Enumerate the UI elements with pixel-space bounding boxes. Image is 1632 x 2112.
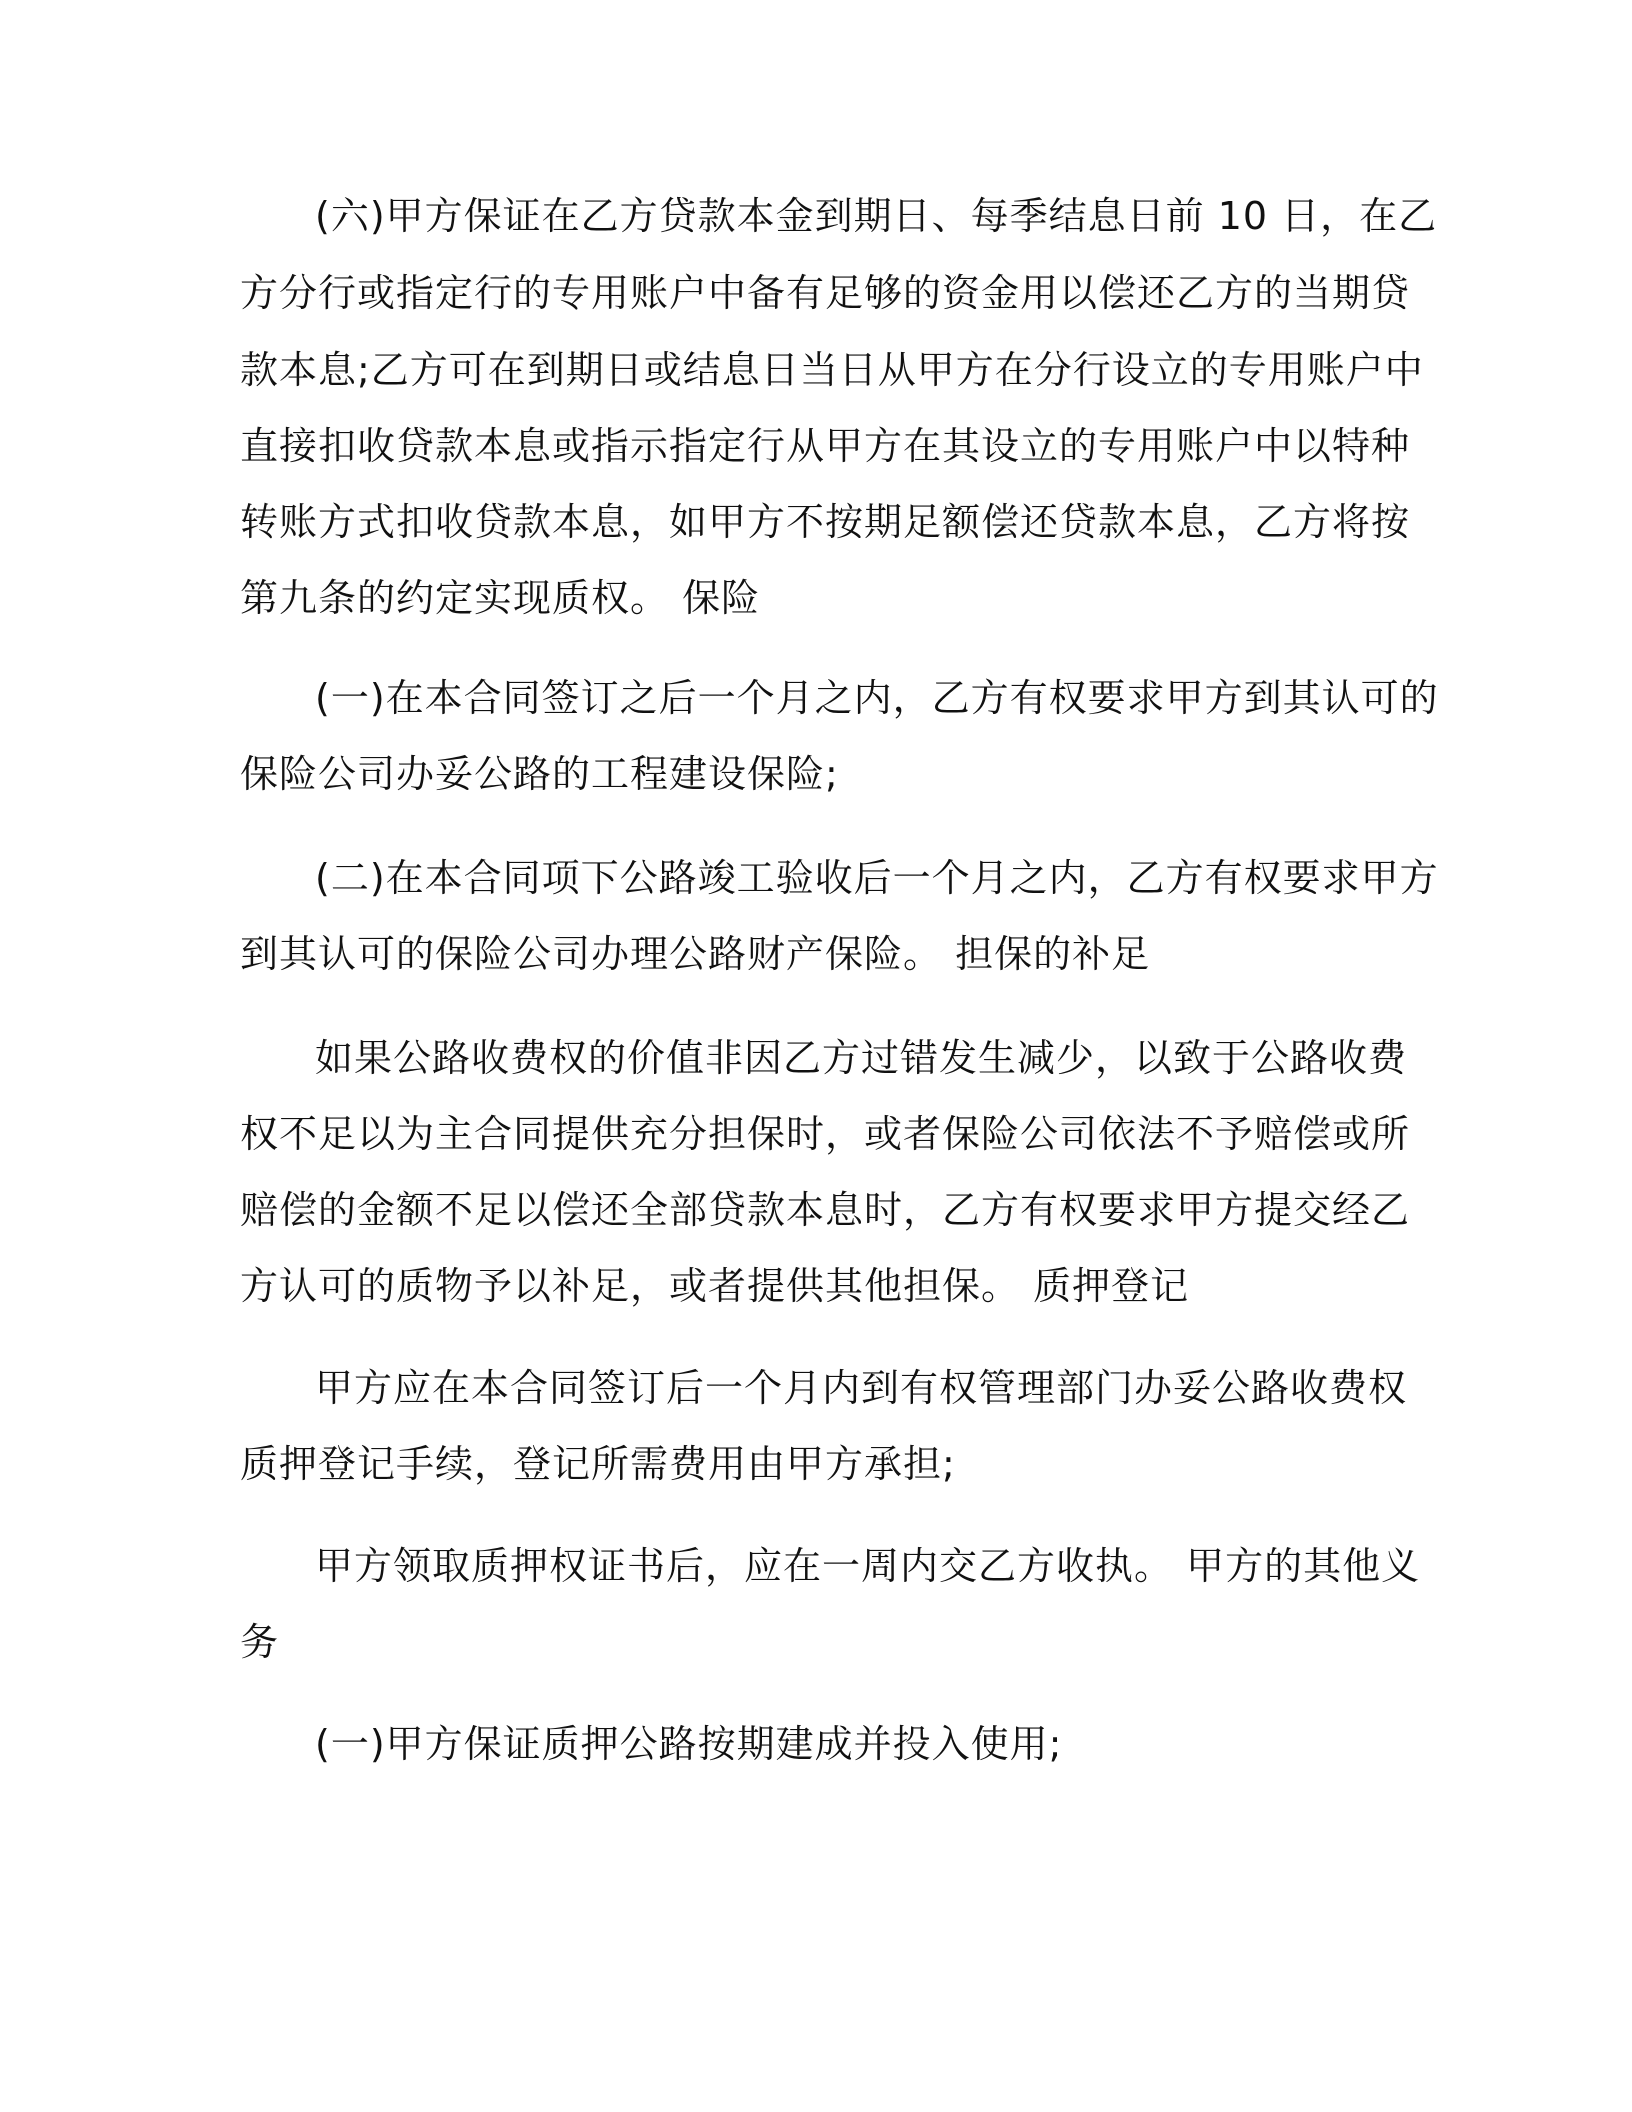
text-line: 甲方应在本合同签订后一个月内到有权管理部门办妥公路收费权 <box>315 1366 1408 1410</box>
text-line: 如果公路收费权的价值非因乙方过错发生减少，以致于公路收费 <box>315 1036 1408 1080</box>
text-line: 转账方式扣收贷款本息，如甲方不按期足额偿还贷款本息，乙方将按 <box>240 500 1411 544</box>
text-line: (六)甲方保证在乙方贷款本金到期日、每季结息日前 10 日，在乙 <box>315 194 1438 238</box>
text-line: 权不足以为主合同提供充分担保时，或者保险公司依法不予赔偿或所 <box>240 1112 1411 1156</box>
text-line: 甲方领取质押权证书后，应在一周内交乙方收执。 甲方的其他义 <box>315 1544 1421 1588</box>
text-line: 方认可的质物予以补足，或者提供其他担保。 质押登记 <box>240 1264 1190 1308</box>
text-line: 方分行或指定行的专用账户中备有足够的资金用以偿还乙方的当期贷 <box>240 271 1411 315</box>
text-line: (二)在本合同项下公路竣工验收后一个月之内，乙方有权要求甲方 <box>315 856 1439 900</box>
text-line: 到其认可的保险公司办理公路财产保险。 担保的补足 <box>240 932 1151 976</box>
text-line: (一)甲方保证质押公路按期建成并投入使用; <box>315 1722 1063 1766</box>
text-line: 质押登记手续，登记所需费用由甲方承担; <box>240 1442 956 1486</box>
text-line: 保险公司办妥公路的工程建设保险; <box>240 752 839 796</box>
text-line: (一)在本合同签订之后一个月之内，乙方有权要求甲方到其认可的 <box>315 676 1439 720</box>
text-line: 直接扣收贷款本息或指示指定行从甲方在其设立的专用账户中以特种 <box>240 424 1411 468</box>
text-line: 赔偿的金额不足以偿还全部贷款本息时，乙方有权要求甲方提交经乙 <box>240 1188 1411 1232</box>
text-line: 第九条的约定实现质权。 保险 <box>240 576 761 620</box>
text-line: 款本息;乙方可在到期日或结息日当日从甲方在分行设立的专用账户中 <box>240 348 1424 392</box>
text-line: 务 <box>240 1620 280 1664</box>
